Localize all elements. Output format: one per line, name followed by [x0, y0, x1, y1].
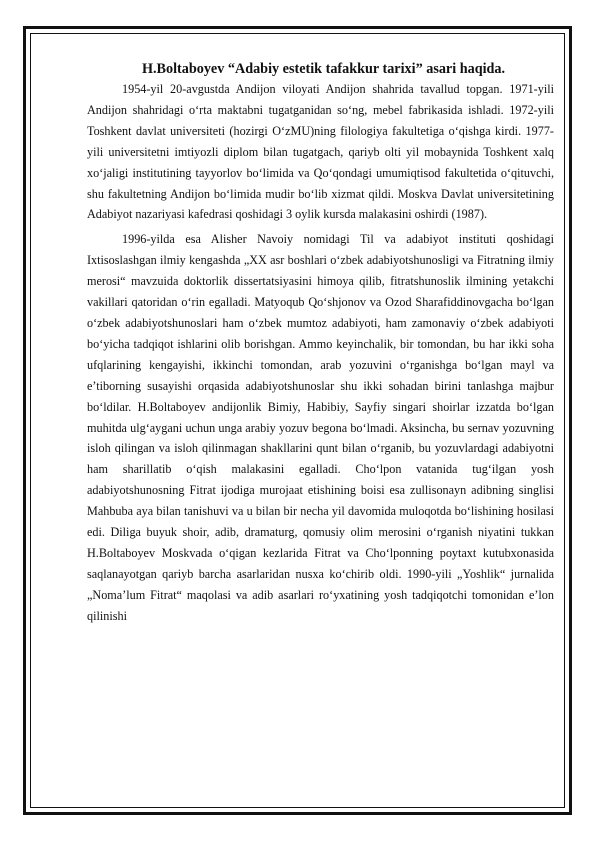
document-body: [87, 58, 554, 808]
document-title: H.Boltaboyev “Adabiy estetik tafakkur tarixi” asari haqida.: [141, 61, 506, 77]
paragraph-scholarship: 1996-yilda esa Alisher Navoiy nomidagi Til va adabiyot instituti qoshidagi Ixtisoslashgan ilmiy kengashda „XX asr boshlari o‘zbek adabiyotshunosligi va Fitratning ilmiy merosi“ mavzuida doktorlik dissertatsiyasini himoya qilib, fitratshunoslik ilmining yetakchi vakillari qatoridan o‘rin egalladi. Matyoqub Qo‘shjonov va Ozod Sharafiddinovgacha bo‘lgan o‘zbek adabiyotshunoslari ham o‘zbek mumtoz adabiyoti, ham zamonaviy o‘zbek adabiyoti bo‘yicha tadqiqot ishlarini olib borishgan. Ammo keyinchalik, bir tomondan, bu har ikki soha ufqlarining kengayishi, ikkinchi tomondan, arab yozuvini o‘rganishga bo‘lgan mayl va e’tiborning susayishi orqasida adabiyotshunoslar shu ikki sohadan birini tanlashga majbur bo‘ldilar. H.Boltaboyev andijonlik Bimiy, Habibiy, Sayfiy singari shoirlar izzatda bo‘lgan muhitda ulg‘aygani uchun unga arabiy yozuv begona bo‘lmadi. Aksincha, bu sernav yozuvning isloh qilingan va isloh qilinmagan shakllarini qunt bilan o‘rganib, bu yozuvlardagi adabiyotni ham sharillatib o‘qish malakasini egalladi. Cho‘lpon vatanida tug‘ilgan yosh adabiyotshunosning Fitrat ijodiga murojaat etishining boisi esa zullisonayn adibning singlisi Mahbuba aya bilan tanishuvi va u bilan bir necha yil davomida muloqotda bo‘lishining hosilasi edi. Diliga buyuk shoir, adib, dramaturg, qomusiy olim merosini o‘rganish niyatini tukkan H.Boltaboyev Moskvada o‘qigan kezlarida Fitrat va Cho‘lponning poytaxt kutubxonasida saqlanayotgan qariyb barcha asarlaridan nusxa ko‘chirib oldi. 1990-yili „Yoshlik“ jurnalida „Noma’lum Fitrat“ maqolasi va adib asarlari ro‘yxatining yosh tadqiqotchi tomonidan e’lon qilinishi: [87, 232, 554, 623]
paragraph-biography: 1954-yil 20-avgustda Andijon viloyati Andijon shahrida tavallud topgan. 1971-yili Andijon shahridagi o‘rta maktabni tugatganidan so‘ng, mebel fabrikasida ishladi. 1972-yili Toshkent davlat universiteti (hozirgi O‘zMU)ning filologiya fakultetiga o‘qishga kirdi. 1977-yili universitetni imtiyozli diplom bilan tugatgach, qariyb olti yil mobaynida Toshkent xalq xo‘jaligi institutining tayyorlov bo‘limida va Qo‘qondagi umumiqtisod fakultetida o‘qituvchi, shu fakultetning Andijon bo‘limida mudir bo‘lib xizmat qildi. Moskva Davlat universitetining Adabiyot nazariyasi kafedrasi qoshidagi 3 oylik kursda malakasini oshirdi (1987).: [87, 82, 554, 222]
